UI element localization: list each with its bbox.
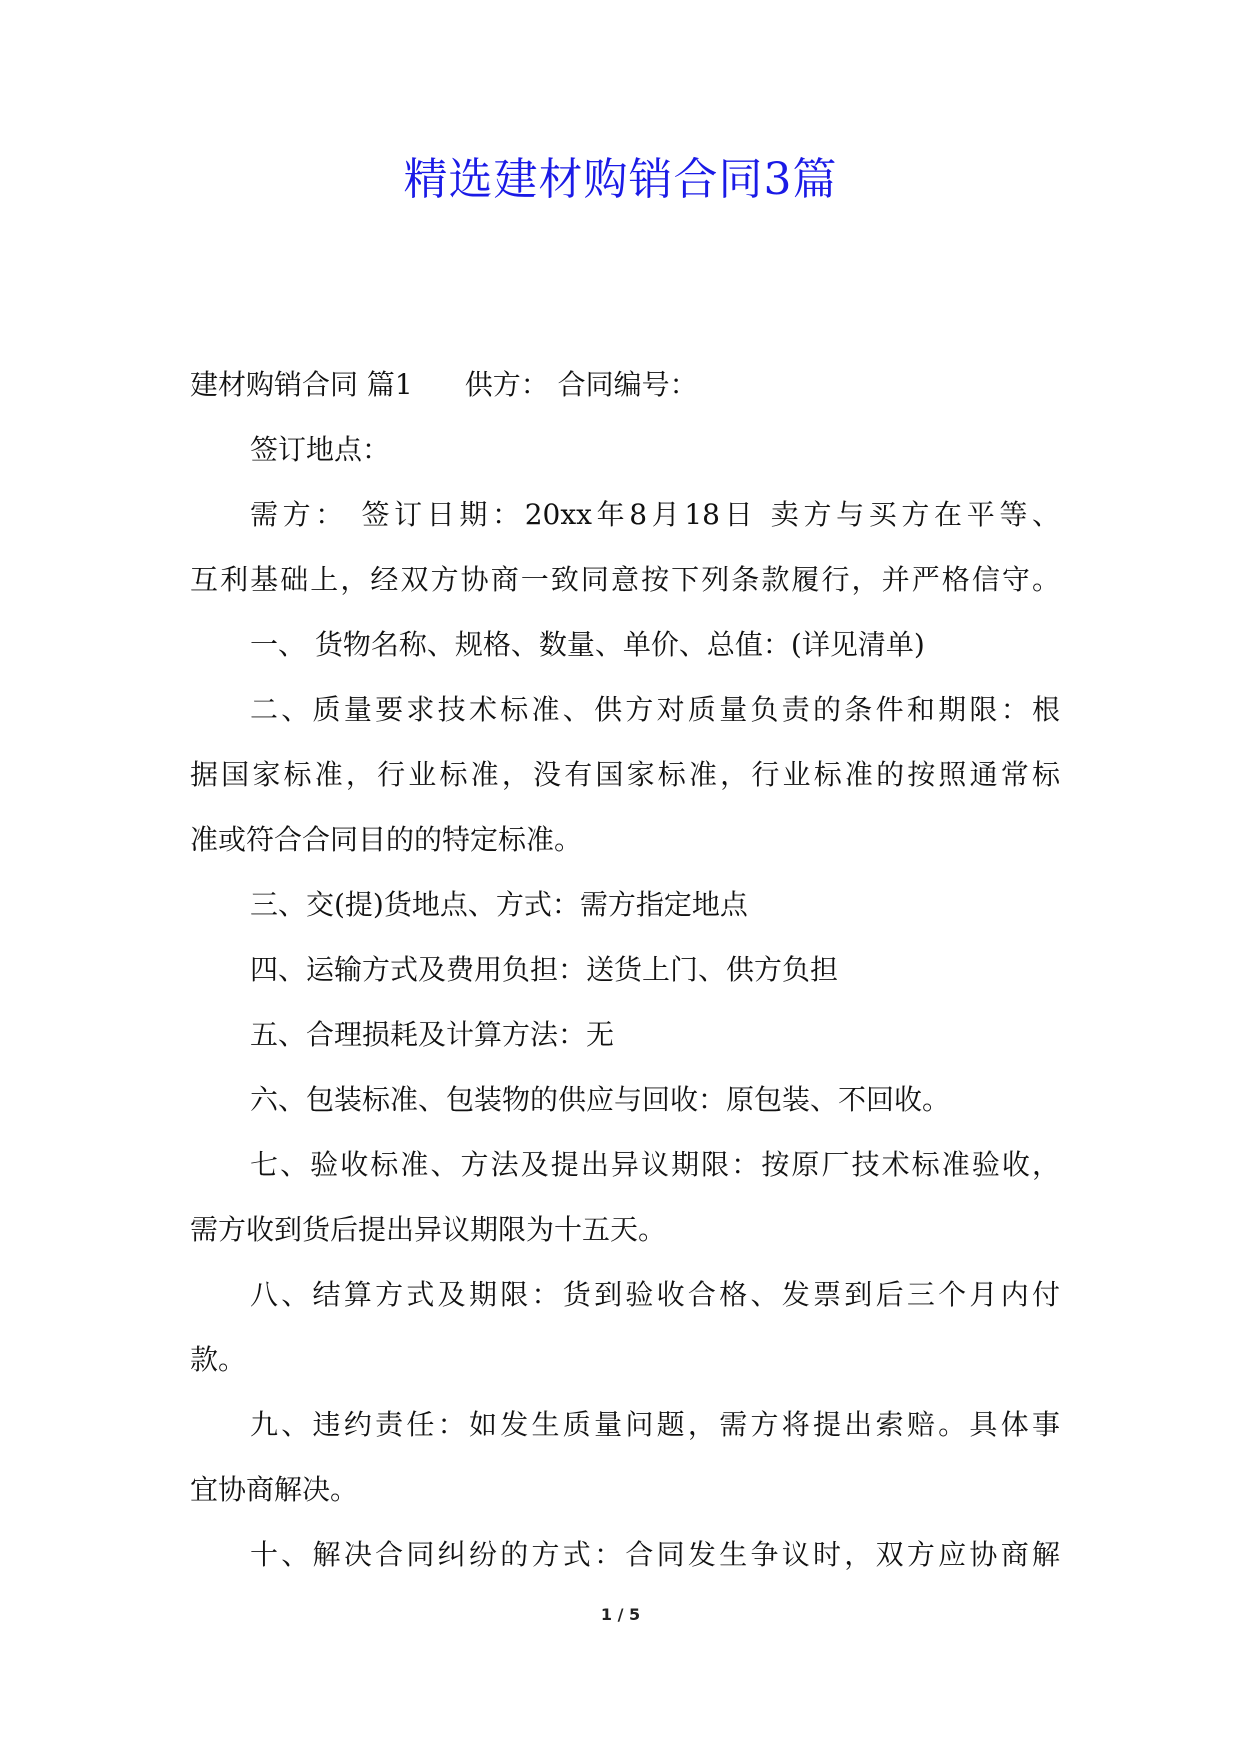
clause-2: 二、质量要求技术标准、供方对质量负责的条件和期限：根 — [250, 693, 1060, 726]
paragraph-line: 款。 — [190, 1343, 247, 1376]
document-title: 精选建材购销合同3篇 — [403, 154, 838, 205]
clause-8: 八、结算方式及期限：货到验收合格、发票到后三个月内付 — [250, 1278, 1060, 1311]
paragraph-line: 据国家标准，行业标准，没有国家标准，行业标准的按照通常标 — [190, 758, 1060, 791]
contract-header-line — [190, 352, 1060, 417]
clause-6: 六、包装标准、包装物的供应与回收：原包装、不回收。 — [250, 1083, 951, 1116]
paragraph-line: 互利基础上，经双方协商一致同意按下列条款履行，并严格信守。 — [190, 563, 1060, 596]
paragraph-line: 宜协商解决。 — [190, 1473, 359, 1506]
document-body — [190, 352, 1060, 1587]
paragraph-line: 需方： 签订日期：20xx年8月18日 卖方与买方在平等、 — [250, 498, 1060, 531]
clause-1: 一、 货物名称、规格、数量、单价、总值：(详见清单) — [250, 628, 925, 661]
clause-7: 七、验收标准、方法及提出异议期限：按原厂技术标准验收， — [250, 1148, 1060, 1181]
supplier-contract-number-label: 供方： 合同编号： — [464, 368, 698, 401]
paragraph-line: 需方收到货后提出异议期限为十五天。 — [190, 1213, 667, 1246]
clause-4: 四、运输方式及费用负担：送货上门、供方负担 — [250, 953, 839, 986]
clause-9: 九、违约责任：如发生质量问题，需方将提出索赔。具体事 — [250, 1408, 1060, 1441]
clause-10: 十、解决合同纠纷的方式：合同发生争议时，双方应协商解 — [250, 1538, 1060, 1571]
page-number: 1 / 5 — [600, 1605, 641, 1624]
contract-section-heading: 建材购销合同 篇1 — [190, 368, 413, 401]
paragraph-line: 签订地点： — [250, 433, 391, 466]
paragraph-line: 准或符合合同目的的特定标准。 — [190, 823, 583, 856]
clause-5: 五、合理损耗及计算方法：无 — [250, 1018, 615, 1051]
clause-3: 三、交(提)货地点、方式：需方指定地点 — [250, 888, 748, 921]
